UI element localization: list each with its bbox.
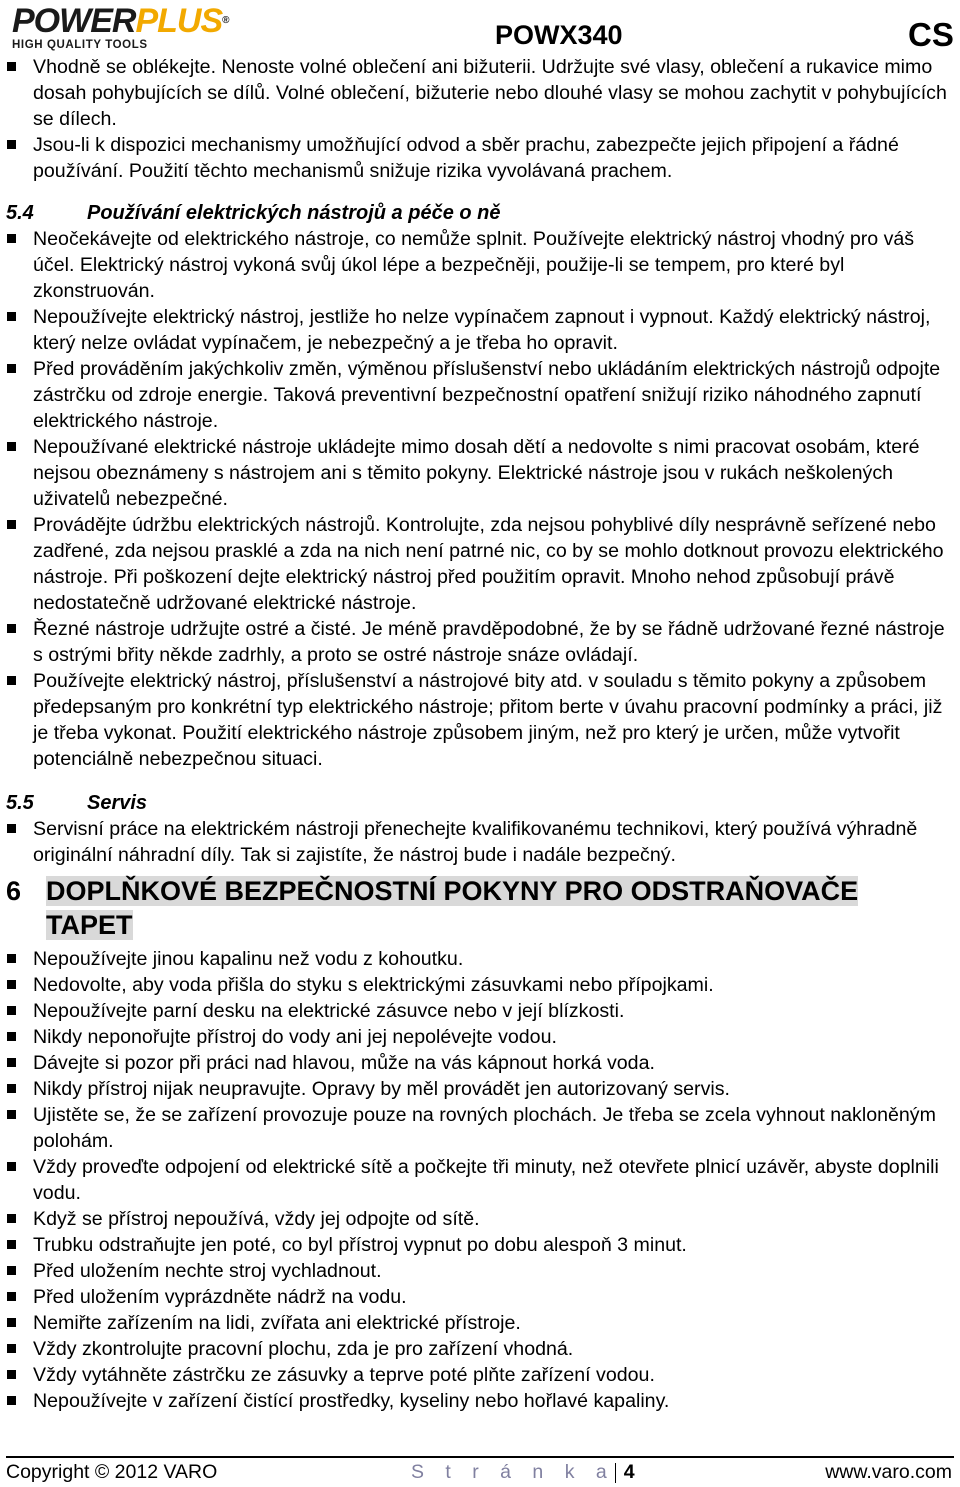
square-bullet-icon [7,1370,16,1379]
page-indicator [411,1461,635,1484]
list-item [6,1024,952,1050]
list-item [6,1076,952,1102]
section-title: Servis [87,792,148,814]
square-bullet-icon [7,442,16,451]
section-title-line2: TAPET [46,910,133,940]
section-6-heading [6,874,952,942]
list-item-text: Jsou-li k dispozici mechanismy umožňující odvod a sběr prachu, zabezpečte jejich připojení a řádné používání. Použití těchto mechanismů snižuje rizika vyvolávaná prachem. [33,134,899,182]
model-number: POWX340 [495,20,623,50]
page-header [0,0,960,54]
section-5-4-heading [6,200,952,226]
square-bullet-icon [7,1058,16,1067]
list-item-text: Neočekávejte od elektrického nástroje, co nemůže splnit. Používejte elektrický nástroj vhodný pro váš účel. Elektrický nástroj vykoná svůj úkol lépe a bezpečněji, použije-li se tempem, pro které byl zkonstruován. [33,228,915,302]
list-item [6,1310,952,1336]
list-item [6,1050,952,1076]
section-6-list [6,946,952,1414]
square-bullet-icon [7,1032,16,1041]
list-item [6,1206,952,1232]
logo-part2: PLUS [135,2,223,40]
copyright-text: Copyright © 2012 VARO [6,1461,218,1483]
list-item-text: Vždy zkontrolujte pracovní plochu, zda je pro zařízení vhodná. [33,1338,574,1360]
square-bullet-icon [7,824,16,833]
list-item-text: Vždy proveďte odpojení od elektrické sítě a počkejte tři minuty, než otevřete plnicí uzávěr, abyste doplnili vodu. [33,1156,939,1204]
square-bullet-icon [7,1162,16,1171]
list-item-text: Ujistěte se, že se zařízení provozuje pouze na rovných plochách. Je třeba se zcela vyhnout nakloněným polohám. [33,1104,936,1152]
square-bullet-icon [7,1396,16,1405]
language-code: CS [908,16,954,53]
list-item [6,226,952,304]
footer-divider [6,1456,954,1458]
section-5-4-list [6,226,952,772]
page-separator [615,1463,616,1483]
section-number: 5.5 [6,792,34,814]
list-item-text: Vždy vytáhněte zástrčku ze zásuvky a teprve poté plňte zařízení vodou. [33,1364,655,1386]
list-item [6,998,952,1024]
list-item [6,1232,952,1258]
square-bullet-icon [7,520,16,529]
list-item [6,132,952,184]
page-number: 4 [623,1461,635,1483]
list-item-text: Nepoužívané elektrické nástroje ukládejte mimo dosah dětí a nedovolte s nimi pracovat osobám, které nejsou obeznámeny s nástrojem ani s těmito pokyny. Elektrické nástroje jsou v rukách neškolených uživatelů nebezpečné. [33,436,920,510]
list-item-text: Nikdy přístroj nijak neupravujte. Opravy by měl provádět jen autorizovaný servis. [33,1078,730,1100]
list-item-text: Před uložením vyprázdněte nádrž na vodu. [33,1286,407,1308]
list-item [6,972,952,998]
list-item [6,512,952,616]
logo-wordmark [12,4,282,38]
list-item-text: Nedovolte, aby voda přišla do styku s elektrickými zásuvkami nebo přípojkami. [33,974,714,996]
square-bullet-icon [7,954,16,963]
list-item [6,54,952,132]
section-5-5-list [6,816,952,868]
list-item [6,668,952,772]
list-item-text: Nepoužívejte elektrický nástroj, jestliže ho nelze vypínačem zapnout i vypnout. Každý elektrický nástroj, který nelze ovládat vypínačem, je nebezpečný a je třeba ho opravit. [33,306,931,354]
section-number: 6 [6,876,22,906]
list-item-text: Servisní práce na elektrickém nástroji přenechejte kvalifikovanému technikovi, který používá výhradně originální náhradní díly. Tak si zajistíte, že nástroj bude i nadále bezpečný. [33,818,918,866]
list-item-text: Nepoužívejte v zařízení čistící prostředky, kyseliny nebo hořlavé kapaliny. [33,1390,670,1412]
list-item [6,1258,952,1284]
list-item [6,434,952,512]
list-item-text: Dávejte si pozor při práci nad hlavou, může na vás kápnout horká voda. [33,1052,655,1074]
list-item-text: Když se přístroj nepoužívá, vždy jej odpojte od sítě. [33,1208,480,1230]
square-bullet-icon [7,1292,16,1301]
square-bullet-icon [7,1084,16,1093]
square-bullet-icon [7,1240,16,1249]
section-title-line1: DOPLŇKOVÉ BEZPEČNOSTNÍ POKYNY PRO ODSTRAŇOVAČE [46,876,859,906]
square-bullet-icon [7,1110,16,1119]
square-bullet-icon [7,62,16,71]
square-bullet-icon [7,1214,16,1223]
intro-list [6,54,952,184]
list-item [6,816,952,868]
section-title: Používání elektrických nástrojů a péče o ně [87,202,501,224]
section-number: 5.4 [6,202,34,224]
list-item [6,946,952,972]
logo-tagline: HIGH QUALITY TOOLS [12,39,148,51]
page-label: S t r á n k a [411,1461,615,1483]
list-item [6,1102,952,1154]
section-title [46,874,952,942]
square-bullet-icon [7,1318,16,1327]
website-url[interactable]: www.varo.com [825,1461,952,1483]
list-item-text: Před uložením nechte stroj vychladnout. [33,1260,382,1282]
list-item [6,1388,952,1414]
list-item [6,356,952,434]
square-bullet-icon [7,1006,16,1015]
list-item-text: Používejte elektrický nástroj, příslušenství a nástrojové bity atd. v souladu s těmito pokyny a způsobem předepsaným pro konkrétní typ elektrického nástroje; přitom berte v úvahu pracovní podmínky a práci, již je třeba vykonat. Použití elektrického nástroje způsobem jiným, než pro který je určen, může vytvořit potenciálně nebezpečnou situaci. [33,670,943,770]
list-item-text: Nepoužívejte parní desku na elektrické zásuvce nebo v její blízkosti. [33,1000,625,1022]
list-item-text: Nikdy neponořujte přístroj do vody ani jej nepolévejte vodou. [33,1026,557,1048]
section-5-5-heading [6,790,952,816]
list-item [6,304,952,356]
document-body [6,54,952,1414]
list-item-text: Nemiřte zařízením na lidi, zvířata ani elektrické přístroje. [33,1312,521,1334]
square-bullet-icon [7,234,16,243]
list-item-text: Nepoužívejte jinou kapalinu než vodu z kohoutku. [33,948,464,970]
list-item [6,1284,952,1310]
list-item [6,616,952,668]
registered-mark: ® [222,15,229,26]
list-item-text: Provádějte údržbu elektrických nástrojů. Kontrolujte, zda nejsou pohyblivé díly nesprávně seřízené nebo zadřené, zda nejsou prasklé a zda na nich není patrné nic, co by se mohlo dotknout provozu elektrického nástroje. Při poškození dejte elektrický nástroj před použitím opravit. Mnoho nehod způsobují právě nedostatečně udržované elektrické nástroje. [33,514,944,614]
square-bullet-icon [7,980,16,989]
list-item [6,1154,952,1206]
square-bullet-icon [7,312,16,321]
page-footer [6,1461,954,1485]
list-item-text: Řezné nástroje udržujte ostré a čisté. Je méně pravděpodobné, že by se řádně udržované řezné nástroje s ostrými břity někde zadrhly, a proto se ostré nástroje snáze ovládají. [33,618,945,666]
brand-logo [12,2,282,51]
list-item-text: Trubku odstraňujte jen poté, co byl přístroj vypnut po dobu alespoň 3 minut. [33,1234,687,1256]
list-item [6,1362,952,1388]
list-item [6,1336,952,1362]
list-item-text: Před prováděním jakýchkoliv změn, výměnou příslušenství nebo ukládáním elektrických nástrojů odpojte zástrčku od zdroje energie. Taková preventivní bezpečnostní opatření snižují riziko náhodného zapnutí elektrického nástroje. [33,358,941,432]
square-bullet-icon [7,1266,16,1275]
logo-part1: POWER [12,2,136,40]
square-bullet-icon [7,676,16,685]
square-bullet-icon [7,364,16,373]
square-bullet-icon [7,140,16,149]
list-item-text: Vhodně se oblékejte. Nenoste volné oblečení ani bižuterii. Udržujte své vlasy, oblečení a rukavice mimo dosah pohybujících se dílů. Volné oblečení, bižuterie nebo dlouhé vlasy se mohou zachytit v pohybujících se dílech. [33,56,947,130]
square-bullet-icon [7,624,16,633]
square-bullet-icon [7,1344,16,1353]
